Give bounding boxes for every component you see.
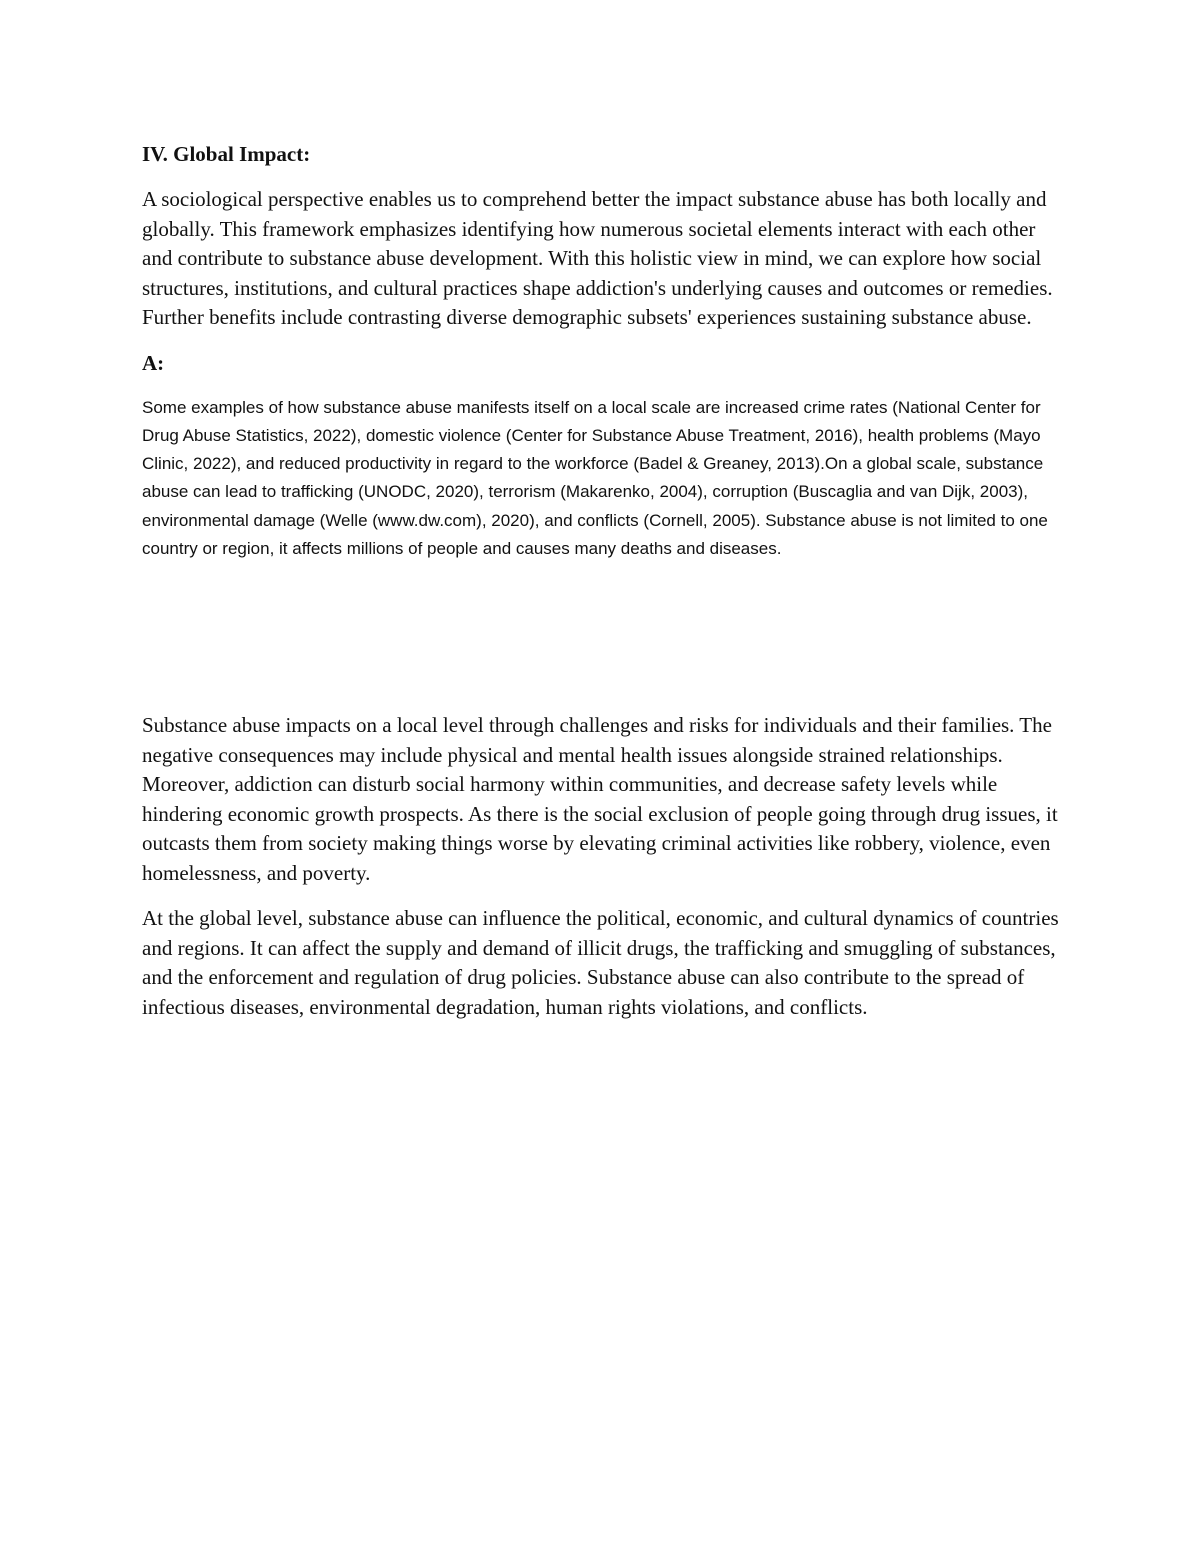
document-body [142,140,1062,1038]
blank-space [142,563,1062,711]
global-impact-paragraph: At the global level, substance abuse can influence the political, economic, and cultural dynamics of countries and regions. It can affect the supply and demand of illicit drugs, the trafficking and smuggling of substances, and the enforcement and regulation of drug policies. Substance abuse can also contribute to the spread of infectious diseases, environmental degradation, human rights violations, and conflicts. [142,906,1059,1019]
answer-paragraph: Some examples of how substance abuse manifests itself on a local scale are increased crime rates (National Center for Drug Abuse Statistics, 2022), domestic violence (Center for Substance Abuse Treatment, 2016), health problems (Mayo Clinic, 2022), and reduced productivity in regard to the workforce (Badel & Greaney, 2013).On a global scale, substance abuse can lead to trafficking (UNODC, 2020), terrorism (Makarenko, 2004), corruption (Buscaglia and van Dijk, 2003), environmental damage (Welle (www.dw.com), 2020), and conflicts (Cornell, 2005). Substance abuse is not limited to one country or region, it affects millions of people and causes many deaths and diseases. [142,397,1048,558]
section-heading: IV. Global Impact: [142,142,311,166]
answer-label: A: [142,350,165,375]
intro-paragraph: A sociological perspective enables us to comprehend better the impact substance abuse has both locally and globally. This framework emphasizes identifying how numerous societal elements interact with each other and contribute to substance abuse development. With this holistic view in mind, we can explore how social structures, institutions, and cultural practices shape addiction's underlying causes and outcomes or remedies. Further benefits include contrasting diverse demographic subsets' experiences sustaining substance abuse. [142,187,1053,329]
local-impact-paragraph: Substance abuse impacts on a local level through challenges and risks for individuals and their families. The negative consequences may include physical and mental health issues alongside strained relationships. Moreover, addiction can disturb social harmony within communities, and decrease safety levels while hindering economic growth prospects. As there is the social exclusion of people going through drug issues, it outcasts them from society making things worse by elevating criminal activities like robbery, violence, even homelessness, and poverty. [142,713,1058,885]
